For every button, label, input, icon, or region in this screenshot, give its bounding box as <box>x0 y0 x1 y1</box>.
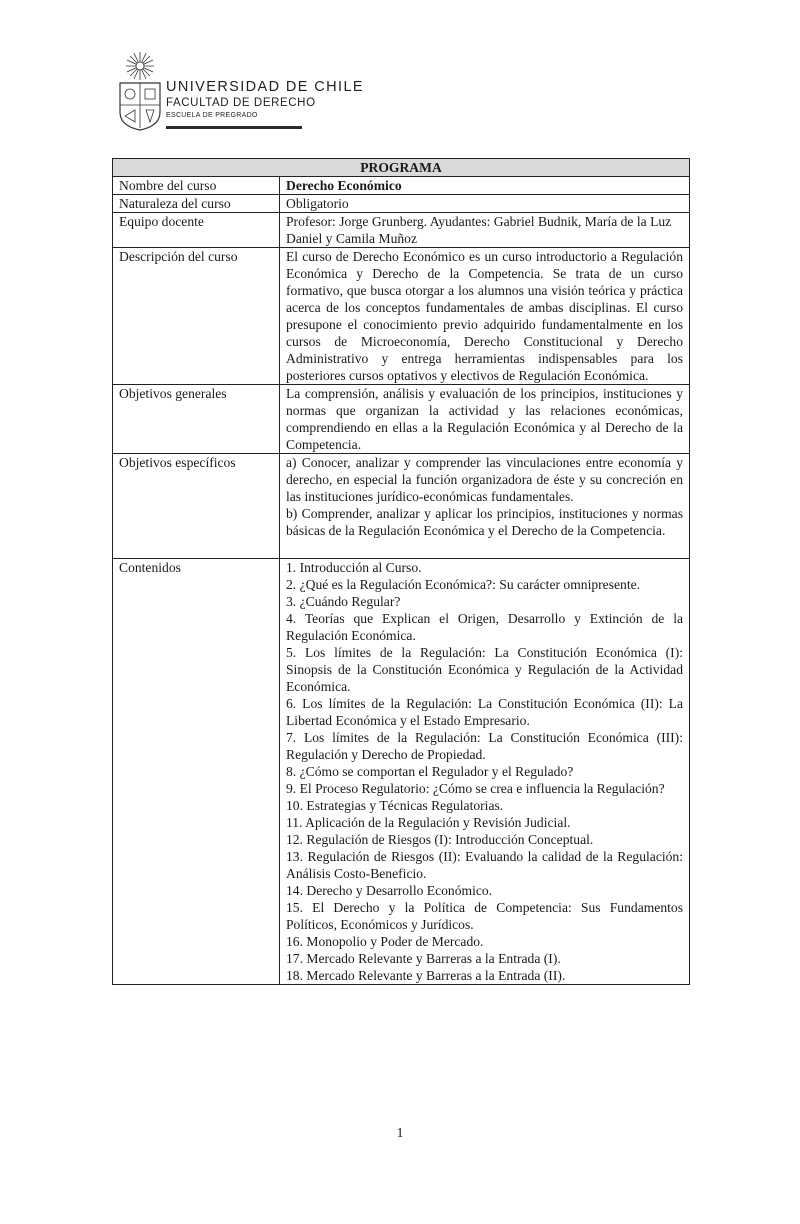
table-row <box>113 559 690 985</box>
course-type-value: Obligatorio <box>280 195 690 213</box>
content-item: 16. Monopolio y Poder de Mercado. <box>286 934 484 949</box>
table-row <box>113 454 690 559</box>
table-title: PROGRAMA <box>113 159 690 177</box>
header-divider <box>166 126 302 129</box>
content-item: 12. Regulación de Riesgos (I): Introducción Conceptual. <box>286 832 594 847</box>
teaching-team-value: Profesor: Jorge Grunberg. Ayudantes: Gabriel Budnik, María de la Luz Daniel y Camila Muñoz <box>280 213 690 248</box>
row-label: Descripción del curso <box>113 248 280 385</box>
row-label: Nombre del curso <box>113 177 280 195</box>
row-label: Objetivos específicos <box>113 454 280 559</box>
university-name: UNIVERSIDAD DE CHILE <box>166 79 365 95</box>
university-emblem-icon <box>112 50 168 132</box>
general-objectives-value: La comprensión, análisis y evaluación de los principios, instituciones y normas que organizan la actividad y las relaciones económicas, comprendiendo en ellas a la Regulación Económica y al Derecho de la Competencia. <box>280 385 690 454</box>
content-item: 7. Los límites de la Regulación: La Constitución Económica (III): Regulación y Derecho de Propiedad. <box>286 730 683 762</box>
row-label: Equipo docente <box>113 213 280 248</box>
table-row <box>113 248 690 385</box>
course-name-value: Derecho Económico <box>280 177 690 195</box>
content-item: 6. Los límites de la Regulación: La Constitución Económica (II): La Libertad Económica y el Estado Empresario. <box>286 696 683 728</box>
institution-block <box>166 79 416 121</box>
contents-value <box>280 559 690 985</box>
faculty-name: FACULTAD DE DERECHO <box>166 97 316 109</box>
page-number: 1 <box>396 1126 404 1141</box>
table-title-row <box>113 159 690 177</box>
table-row <box>113 385 690 454</box>
program-table <box>112 158 690 985</box>
objective-item: b) Comprender, analizar y aplicar los principios, instituciones y normas básicas de la Regulación Económica y el Derecho de la Competencia. <box>286 506 683 538</box>
content-item: 13. Regulación de Riesgos (II): Evaluando la calidad de la Regulación: Análisis Costo-Beneficio. <box>286 849 683 881</box>
row-label: Objetivos generales <box>113 385 280 454</box>
content-item: 2. ¿Qué es la Regulación Económica?: Su carácter omnipresente. <box>286 577 641 592</box>
table-row <box>113 213 690 248</box>
objective-item: a) Conocer, analizar y comprender las vinculaciones entre economía y derecho, en especial la función organizadora de éste y su concreción en las instituciones jurídico-económicas fundamentales. <box>286 455 683 504</box>
row-label: Contenidos <box>113 559 280 985</box>
table-row <box>113 195 690 213</box>
content-item: 18. Mercado Relevante y Barreras a la Entrada (II). <box>286 968 566 983</box>
row-label: Naturaleza del curso <box>113 195 280 213</box>
course-description-value: El curso de Derecho Económico es un curso introductorio a Regulación Económica y Derecho de la Competencia. Se trata de un curso formativo, que busca otorgar a los alumnos una visión teórica y práctica acerca de los conceptos fundamentales de ambas disciplinas. El curso presupone el conocimiento previo adquirido fundamentalmente en los cursos de Microeconomía, Derecho Constitucional y Derecho Administrativo y entrega herramientas indispensables para los posteriores cursos optativos y electivos de Regulación Económica. <box>280 248 690 385</box>
content-item: 4. Teorías que Explican el Origen, Desarrollo y Extinción de la Regulación Económica. <box>286 611 683 643</box>
school-name: ESCUELA DE PREGRADO <box>166 112 258 119</box>
specific-objectives-value <box>280 454 690 559</box>
content-item: 3. ¿Cuándo Regular? <box>286 594 401 609</box>
content-item: 1. Introducción al Curso. <box>286 560 422 575</box>
content-item: 10. Estrategias y Técnicas Regulatorias. <box>286 798 504 813</box>
content-item: 14. Derecho y Desarrollo Económico. <box>286 883 493 898</box>
page-header <box>112 50 365 130</box>
content-item: 5. Los límites de la Regulación: La Constitución Económica (I): Sinopsis de la Constitución Económica y Regulación de la Actividad Económica. <box>286 645 683 694</box>
table-row <box>113 177 690 195</box>
content-item: 9. El Proceso Regulatorio: ¿Cómo se crea e influencia la Regulación? <box>286 781 665 796</box>
content-item: 8. ¿Cómo se comportan el Regulador y el Regulado? <box>286 764 574 779</box>
content-item: 11. Aplicación de la Regulación y Revisión Judicial. <box>286 815 571 830</box>
content-item: 17. Mercado Relevante y Barreras a la Entrada (I). <box>286 951 561 966</box>
content-item: 15. El Derecho y la Política de Competencia: Sus Fundamentos Políticos, Económicos y Jurídicos. <box>286 900 683 932</box>
